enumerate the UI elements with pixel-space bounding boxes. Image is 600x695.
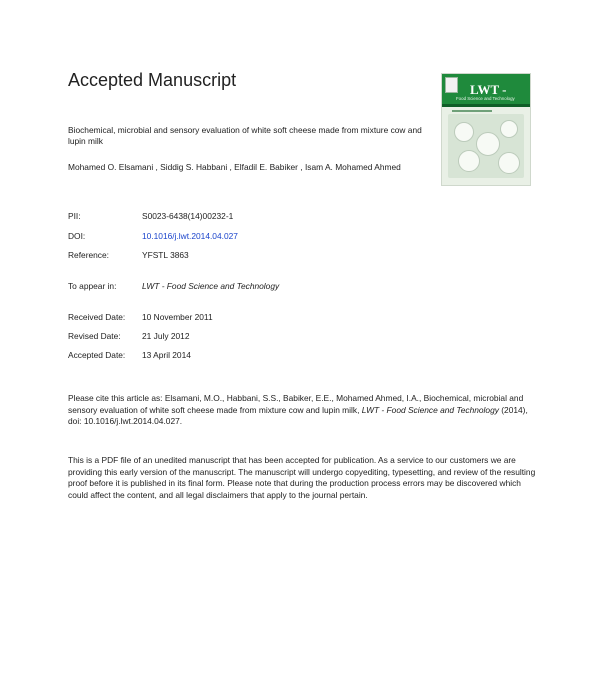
cover-photo-shape — [500, 120, 518, 138]
citation-journal: LWT - Food Science and Technology — [361, 404, 499, 415]
received-value: 10 November 2011 — [142, 312, 213, 322]
cover-photo-shape — [476, 132, 500, 156]
revised-value: 21 July 2012 — [142, 331, 190, 341]
doi-label: DOI: — [68, 231, 86, 241]
cover-photo-shape — [454, 122, 474, 142]
pii-value: S0023-6438(14)00232-1 — [142, 211, 234, 221]
citation-paragraph — [68, 393, 538, 428]
cover-photo-shape — [498, 152, 520, 174]
cover-text-line — [452, 110, 492, 112]
received-label: Received Date: — [68, 312, 126, 322]
page-heading: Accepted Manuscript — [68, 70, 237, 90]
accepted-value: 13 April 2014 — [142, 350, 191, 360]
cover-journal-subtitle: Food Science and Technology — [456, 96, 515, 101]
appear-label: To appear in: — [68, 281, 117, 291]
article-authors: Mohamed O. Elsamani , Siddig S. Habbani , Elfadil E. Babiker , Isam A. Mohamed Ahmed — [68, 162, 401, 172]
cover-rule — [442, 104, 530, 107]
cover-photo-shape — [458, 150, 480, 172]
journal-cover-image — [441, 73, 531, 186]
doi-link[interactable]: 10.1016/j.lwt.2014.04.027 — [142, 231, 238, 241]
revised-label: Revised Date: — [68, 331, 121, 341]
citation-prefix: Please cite this article as: Elsamani, M.O., Habbani, S.S., Babiker, E.E., Mohamed Ahmed, I.A., Biochemical, microbial and sensory evaluation of white soft cheese made from mixture cow and lupin milk, — [68, 393, 524, 415]
publisher-logo-icon — [445, 77, 458, 93]
appear-value: LWT - Food Science and Technology — [142, 281, 280, 291]
pii-label: PII: — [68, 211, 81, 221]
reference-label: Reference: — [68, 250, 109, 260]
disclaimer-paragraph: This is a PDF file of an unedited manuscript that has been accepted for publication. As a service to our customers we are providing this early version of the manuscript. The manuscript will undergo copyediting, typesetting, and review of the resulting proof before it is published in its final form. Please note that during the production process errors may be discovered which could affect the content, and all legal disclaimers that apply to the journal pertain. — [68, 455, 536, 500]
cover-journal-title: LWT - — [470, 82, 507, 97]
citation-suffix: (2014), doi: 10.1016/j.lwt.2014.04.027. — [68, 404, 528, 426]
article-title: Biochemical, microbial and sensory evaluation of white soft cheese made from mixture cow and lupin milk — [68, 125, 422, 146]
reference-value: YFSTL 3863 — [142, 250, 189, 260]
accepted-label: Accepted Date: — [68, 350, 126, 360]
